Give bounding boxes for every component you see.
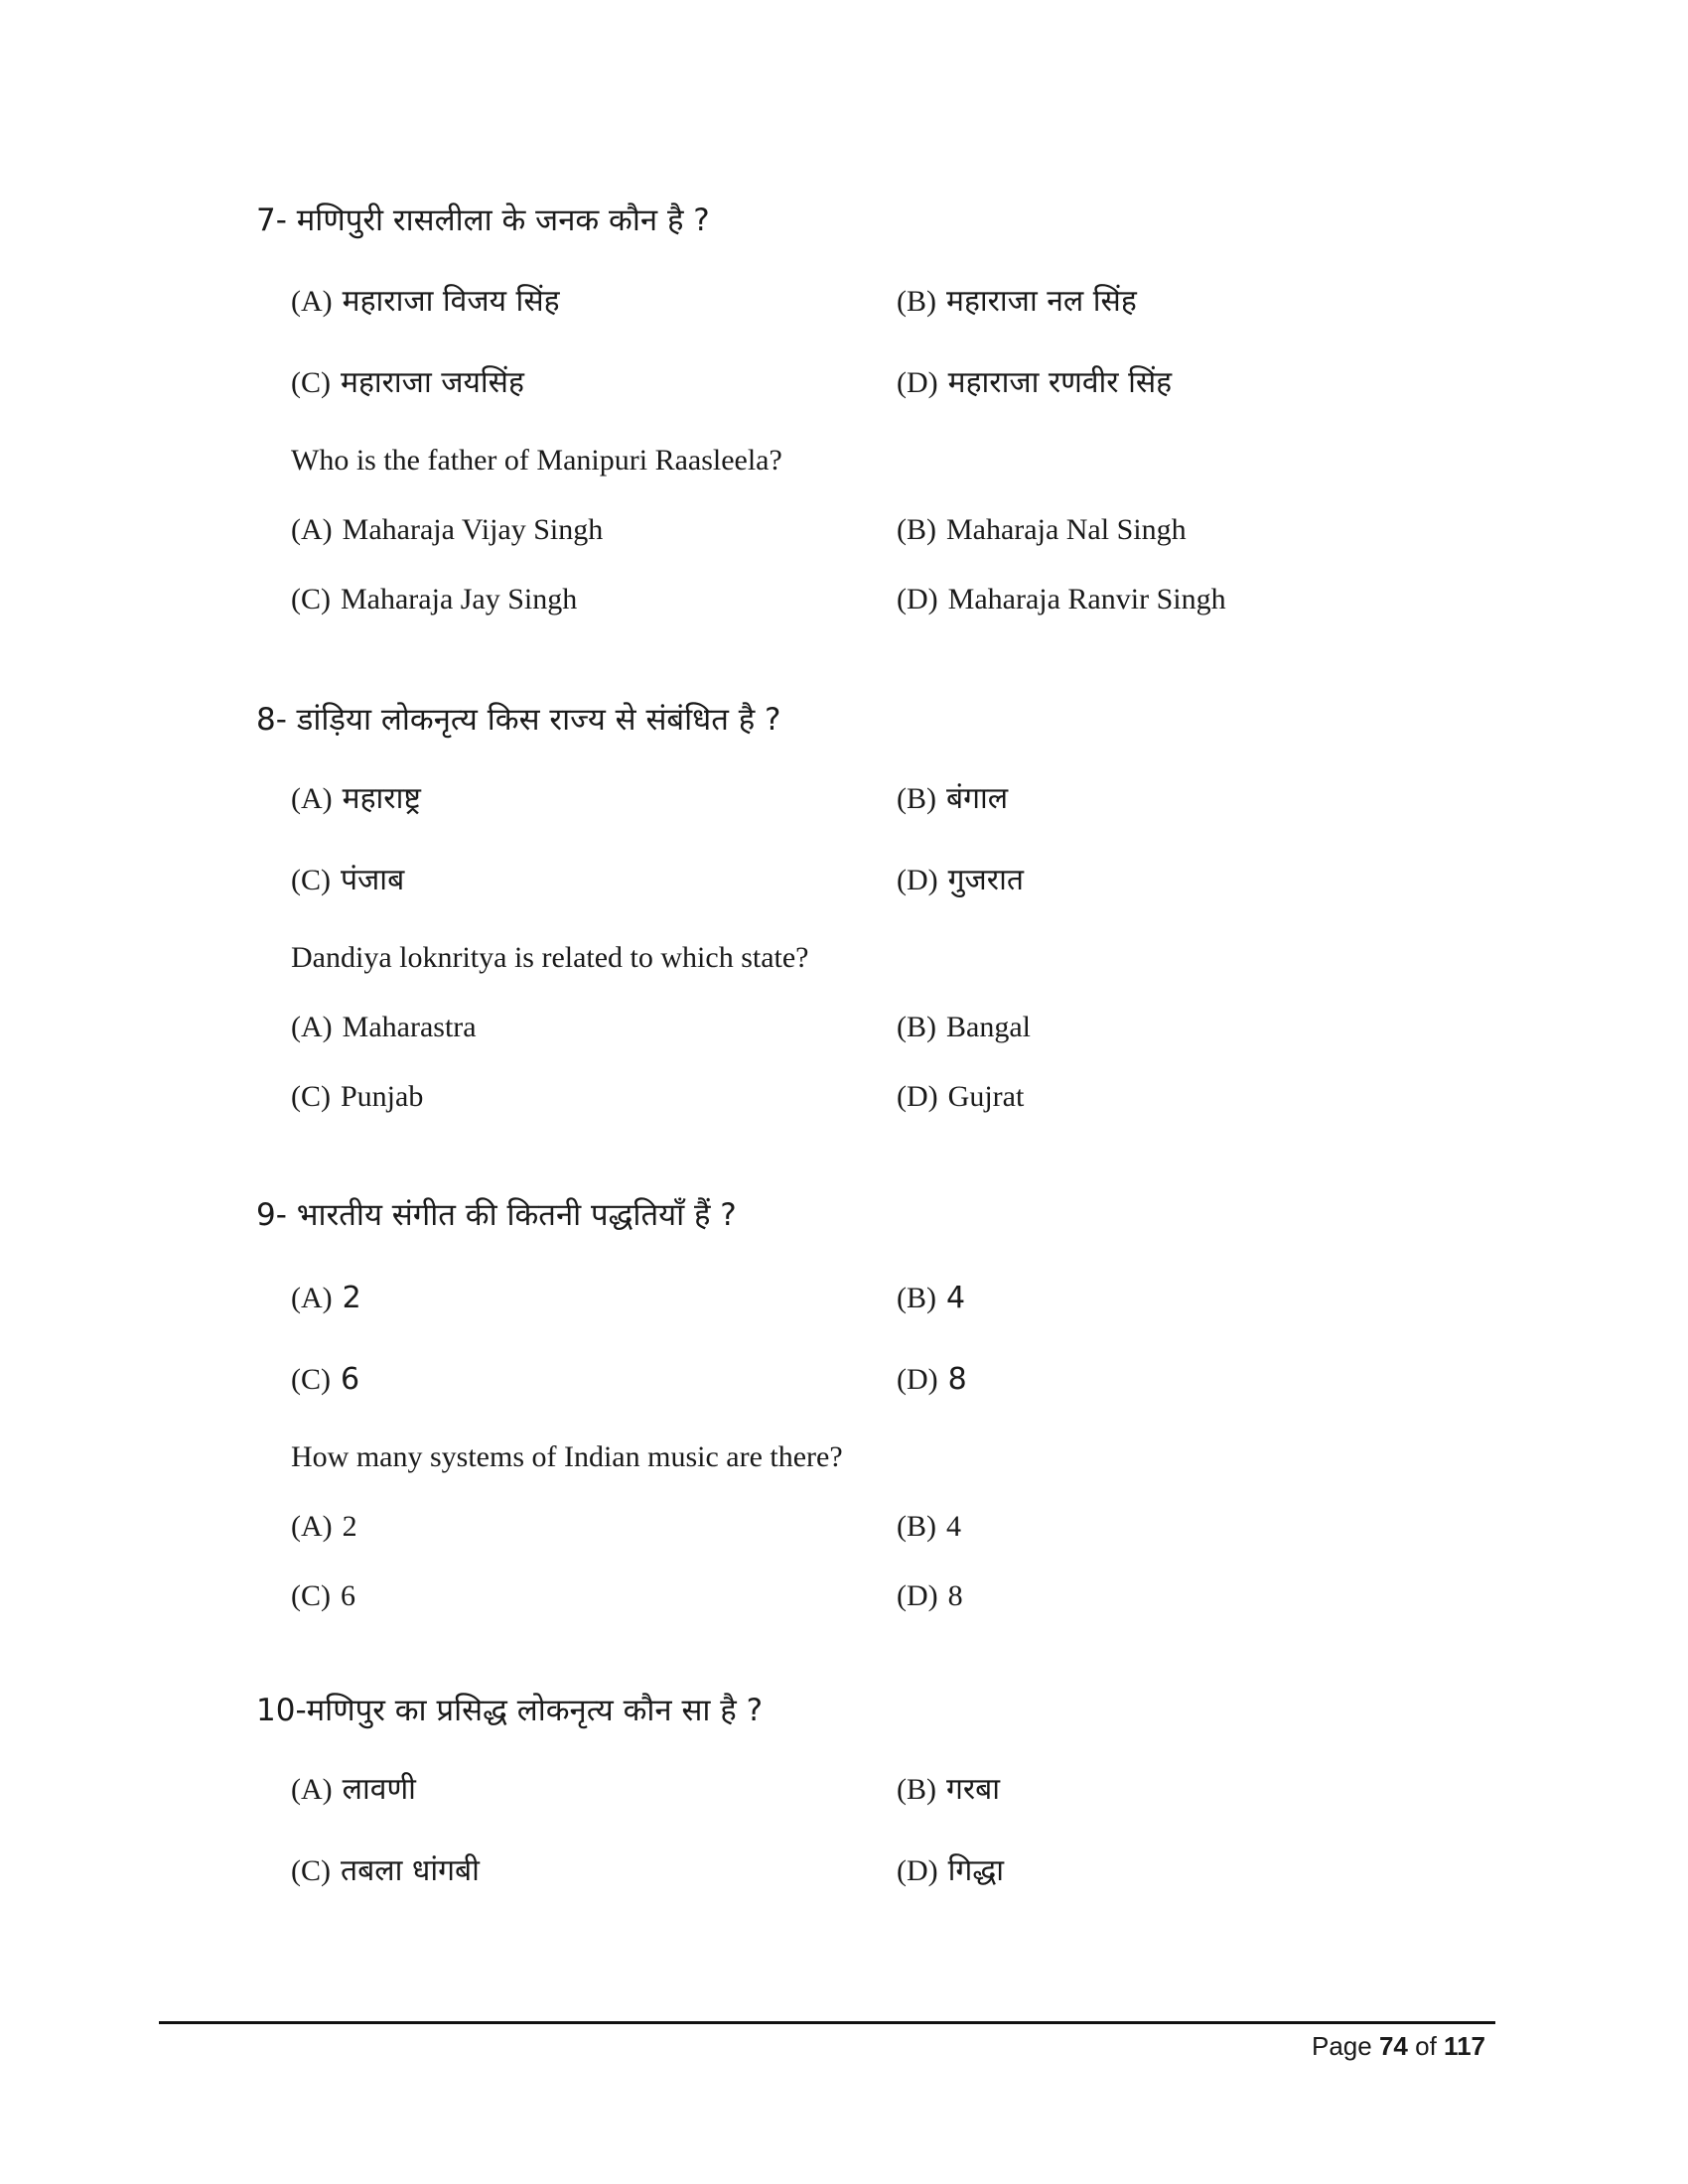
option-b: (B) Maharaja Nal Singh xyxy=(897,513,1187,546)
option-c: (C) Punjab xyxy=(291,1080,424,1113)
option-b: (B) Bangal xyxy=(897,1011,1031,1043)
option-c: (C) Maharaja Jay Singh xyxy=(291,583,578,615)
option-a: (A) महाराजा विजय सिंह xyxy=(291,284,560,319)
option-b: (B) महाराजा नल सिंह xyxy=(897,284,1137,319)
question-7 xyxy=(256,201,1448,649)
option-a: (A) Maharastra xyxy=(291,1011,477,1043)
question-8 xyxy=(256,700,1448,1147)
question-english: Who is the father of Manipuri Raasleela? xyxy=(291,444,782,477)
english-options xyxy=(256,1507,1448,1646)
option-d: (D) गिद्धा xyxy=(897,1853,1005,1888)
footer-divider xyxy=(159,2021,1495,2024)
question-10 xyxy=(256,1691,1448,1933)
english-options xyxy=(256,1008,1448,1147)
option-b: (B) बंगाल xyxy=(897,781,1009,816)
option-a: (A) 2 xyxy=(291,1281,361,1315)
option-c: (C) महाराजा जयसिंह xyxy=(291,365,524,400)
option-a: (A) लावणी xyxy=(291,1772,416,1807)
option-d: (D) गुजरात xyxy=(897,863,1024,897)
question-hindi: 9- भारतीय संगीत की कितनी पद्धतियाँ हैं ? xyxy=(256,1197,737,1233)
current-page: 74 xyxy=(1378,2031,1408,2061)
question-english: Dandiya loknritya is related to which state? xyxy=(291,941,809,974)
option-a: (A) महाराष्ट्र xyxy=(291,781,421,816)
page-of-label: of xyxy=(1415,2031,1437,2061)
question-hindi: 8- डांड़िया लोकनृत्य किस राज्य से संबंधित है ? xyxy=(256,702,781,738)
hindi-options xyxy=(256,282,1448,445)
option-d: (D) Maharaja Ranvir Singh xyxy=(897,583,1226,615)
hindi-options xyxy=(256,1279,1448,1441)
option-a: (A) 2 xyxy=(291,1510,357,1543)
option-d: (D) 8 xyxy=(897,1362,967,1397)
option-b: (B) 4 xyxy=(897,1510,961,1543)
english-options xyxy=(256,510,1448,649)
option-d: (D) Gujrat xyxy=(897,1080,1025,1113)
option-b: (B) गरबा xyxy=(897,1772,1001,1807)
hindi-options xyxy=(256,779,1448,942)
option-c: (C) 6 xyxy=(291,1362,360,1397)
total-pages: 117 xyxy=(1444,2031,1485,2061)
option-d: (D) महाराजा रणवीर सिंह xyxy=(897,365,1173,400)
option-c: (C) तबला धांगबी xyxy=(291,1853,480,1888)
page-label: Page xyxy=(1312,2031,1372,2061)
option-c: (C) पंजाब xyxy=(291,863,405,897)
hindi-options xyxy=(256,1770,1448,1933)
option-c: (C) 6 xyxy=(291,1579,355,1612)
option-b: (B) 4 xyxy=(897,1281,966,1315)
question-9 xyxy=(256,1195,1448,1646)
option-a: (A) Maharaja Vijay Singh xyxy=(291,513,604,546)
page-number xyxy=(1312,2031,1485,2062)
question-english: How many systems of Indian music are there? xyxy=(291,1440,843,1473)
question-hindi: 10-मणिपुर का प्रसिद्ध लोकनृत्य कौन सा है ? xyxy=(256,1693,764,1728)
question-hindi: 7- मणिपुरी रासलीला के जनक कौन है ? xyxy=(256,203,710,238)
option-d: (D) 8 xyxy=(897,1579,963,1612)
